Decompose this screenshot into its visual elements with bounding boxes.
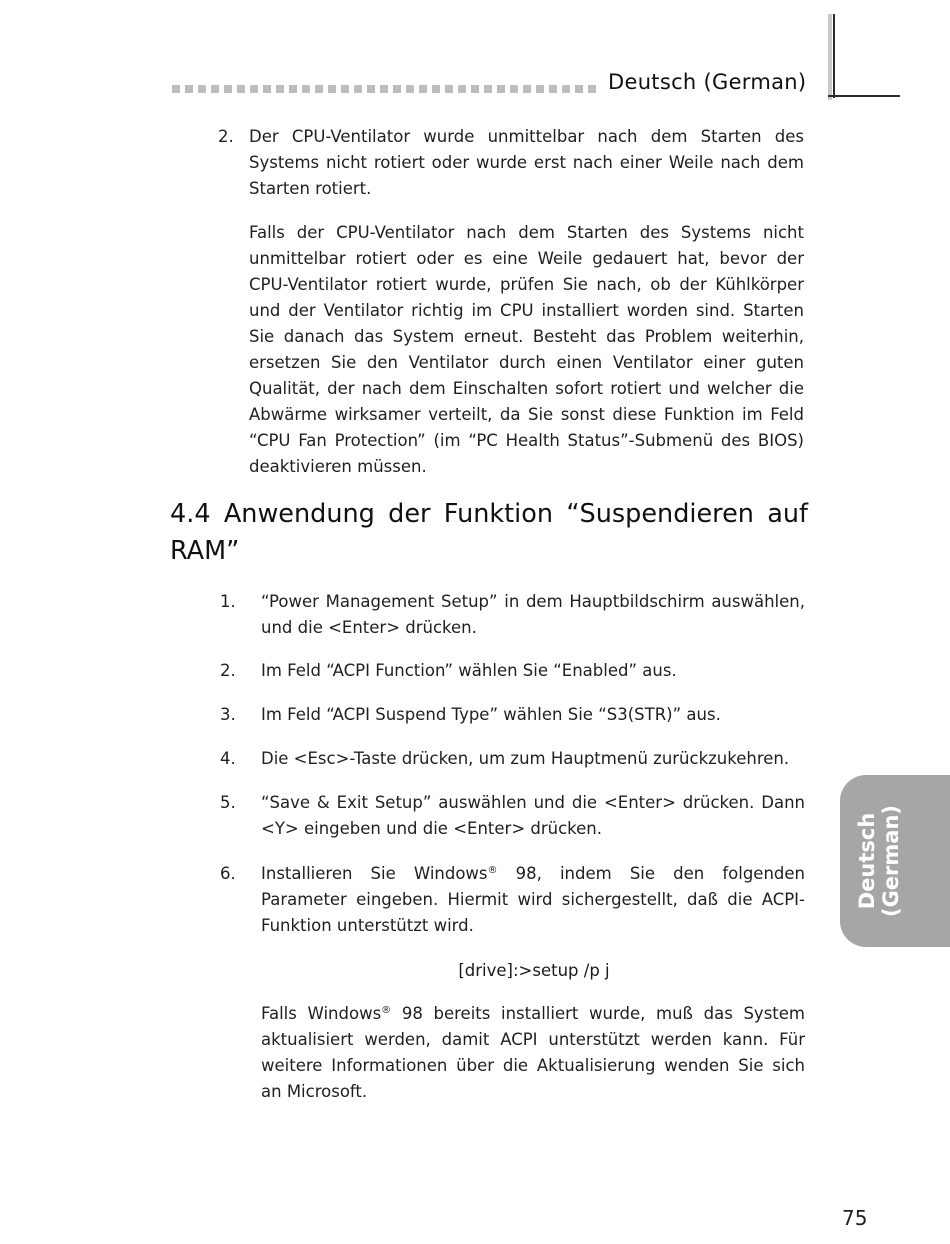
step-number: 3. xyxy=(220,705,236,724)
intro-item-text: Der CPU-Ventilator wurde unmittelbar nach dem Starten des Systems nicht rotiert oder wurde erst nach einer Weile nach dem Starten rotiert. xyxy=(249,127,804,198)
step-text-part: 98, indem Sie den folgenden Parameter eingeben. Hiermit wird sichergestellt, daß die ACPI-Funktion unterstützt wird. xyxy=(261,864,805,935)
side-tab-line1: Deutsch xyxy=(855,812,879,910)
corner-mark-horizontal xyxy=(828,95,900,97)
side-tab-label xyxy=(855,805,903,917)
corner-mark-shadow xyxy=(828,14,832,100)
step-text: “Save & Exit Setup” auswählen und die <Enter> drücken. Dann <Y> eingeben und die <Enter> drücken. xyxy=(261,793,805,838)
side-tab-line2: (German) xyxy=(879,804,903,918)
step-text: “Power Management Setup” in dem Hauptbildschirm auswählen, und die <Enter> drücken. xyxy=(261,592,805,637)
header-title: Deutsch (German) xyxy=(608,70,807,94)
step-text: Im Feld “ACPI Function” wählen Sie “Enabled” aus. xyxy=(261,661,677,680)
step-number: 4. xyxy=(220,749,236,768)
step-text-part: Installieren Sie Windows xyxy=(261,864,488,883)
note-paragraph xyxy=(261,1001,805,1105)
step-text xyxy=(261,861,805,939)
language-side-tab xyxy=(840,775,950,947)
step-text: Die <Esc>-Taste drücken, um zum Hauptmenü zurückzukehren. xyxy=(261,749,790,768)
intro-paragraph: Falls der CPU-Ventilator nach dem Starten des Systems nicht unmittelbar rotiert oder es eine Weile gedauert hat, bevor der CPU-Ventilator rotiert wurde, prüfen Sie nach, ob der Kühlkörper und der Ventilator richtig im CPU installiert worden sind. Starten Sie danach das System erneut. Besteht das Problem weiterhin, ersetzen Sie den Ventilator durch einen Ventilator einer guten Qualität, der nach dem Einschalten sofort rotiert und welcher die Abwärme wirksamer verteilt, da Sie sonst diese Funktion im Feld “CPU Fan Protection” (im “PC Health Status”-Submenü des BIOS) deaktivieren müssen. xyxy=(249,223,804,476)
registered-mark: ® xyxy=(487,865,498,876)
step-number: 5. xyxy=(220,793,236,812)
section-title: 4.4 Anwendung der Funktion “Suspendieren auf RAM” xyxy=(170,499,808,566)
step-number: 6. xyxy=(220,864,236,883)
step-number: 1. xyxy=(220,592,236,611)
step-number: 2. xyxy=(220,661,236,680)
registered-mark: ® xyxy=(381,1005,392,1016)
corner-mark-vertical xyxy=(833,14,835,98)
note-text-part: Falls Windows xyxy=(261,1004,382,1023)
step-text: Im Feld “ACPI Suspend Type” wählen Sie “S3(STR)” aus. xyxy=(261,705,721,724)
note-text-part: 98 bereits installiert wurde, muß das System aktualisiert werden, damit ACPI unterstützt werden kann. Für weitere Informationen über die Aktualisierung wenden Sie sich an Microsoft. xyxy=(261,1004,805,1101)
setup-command: [drive]:>setup /p j xyxy=(458,961,610,980)
intro-item-number: 2. xyxy=(218,127,234,146)
header-dotted-rule xyxy=(172,85,596,93)
page-number: 75 xyxy=(842,1206,868,1230)
